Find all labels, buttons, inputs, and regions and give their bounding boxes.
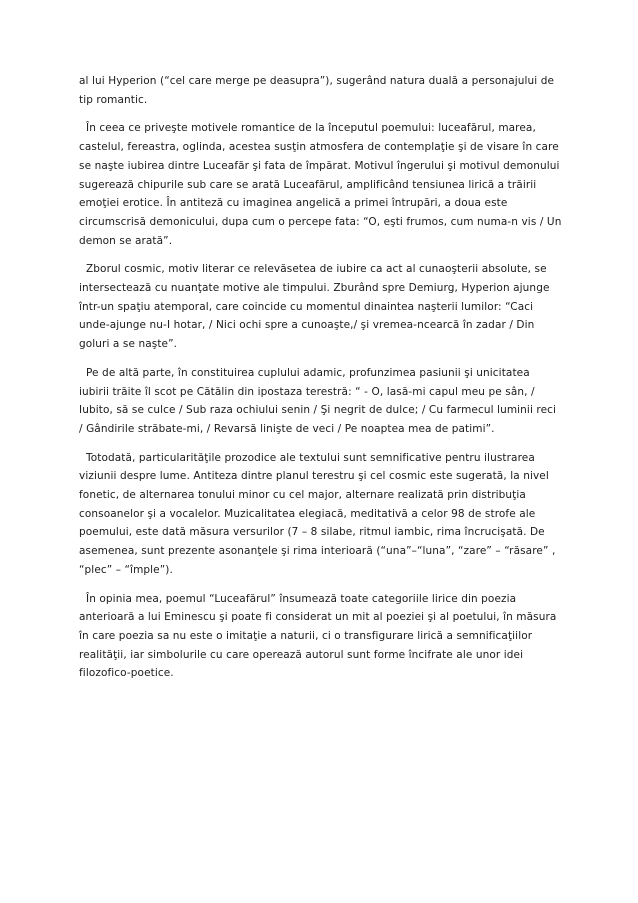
document-body [79,72,563,693]
paragraph-prosody: Totodată, particularităţile prozodice ale textului sunt semnificative pentru ilustrarea viziunii despre lume. Antiteza dintre planul terestru şi cel cosmic este sugerată, la nivel fonetic, de alternarea tonului minor cu cel major, alternare realizată prin distribuţia consoanelor şi a vocalelor. Muzicalitatea elegiacă, meditativă a celor 98 de strofe ale poemului, este dată măsura versurilor (7 – 8 silabe, ritmul iambic, rima încrucişată. De asemenea, sunt prezente asonanţele şi rima interioară (“una”–“luna”, “zare” – “răsare” , “plec” – “împle”). [79,451,556,576]
paragraph-cosmic-flight: Zborul cosmic, motiv literar ce relevăsetea de iubire ca act al cunaoşterii absolute, se intersectează cu nuanţate motive ale timpului. Zburând spre Demiurg, Hyperion ajunge într-un spaţiu atemporal, care coincide cu momentul dinaintea naşterii lumilor: “Caci unde-ajunge nu-I hotar, / Nici ochi spre a cunoaşte,/ şi vremea-ncearcă în zadar / Din goluri a se naşte”. [79,263,550,351]
paragraph-conclusion: În opinia mea, poemul “Luceafărul” însumează toate categoriile lirice din poezia anterioară a lui Eminescu şi poate fi considerat un mit al poeziei şi al poetului, în măsura în care poezia sa nu este o imitaţie a naturii, ci o transfigurare lirică a semnificaţiilor realităţii, iar simbolurile cu care operează autorul sunt forme încifrate ale unor idei filozofico-poetice. [79,592,557,680]
paragraph-adamic-couple: Pe de altă parte, în constituirea cuplului adamic, profunzimea pasiunii şi unicitatea iubirii trăite îl scot pe Cătălin din ipostaza terestră: “ - O, lasă-mi capul meu pe sân, / Iubito, să se culce / Sub raza ochiului senin / Şi negrit de dulce; / Cu farmecul luminii reci / Gândirile străbate-mi, / Revarsă linişte de veci / Pe noaptea mea de patimi”. [79,366,557,435]
paragraph-romantic-motifs: În ceea ce priveşte motivele romantice de la începutul poemului: luceafărul, marea, castelul, fereastra, oglinda, acestea susţin atmosfera de contemplaţie şi de visare în care se naşte iubirea dintre Luceafăr şi fata de împărat. Motivul îngerului şi motivul demonului sugerează chipurile sub care se arată Luceafărul, amplificând tensiunea lirică a trăirii emoţiei erotice. În antiteză cu imaginea angelică a primei întrupări, a doua este circumscrisă demonicului, dupa cum o percepe fata: “O, eşti frumos, cum numa-n vis / Un demon se arată”. [79,122,562,247]
paragraph-hyperion-intro: al lui Hyperion (“cel care merge pe deasupra”), sugerând natura duală a personajului de tip romantic. [79,75,555,106]
